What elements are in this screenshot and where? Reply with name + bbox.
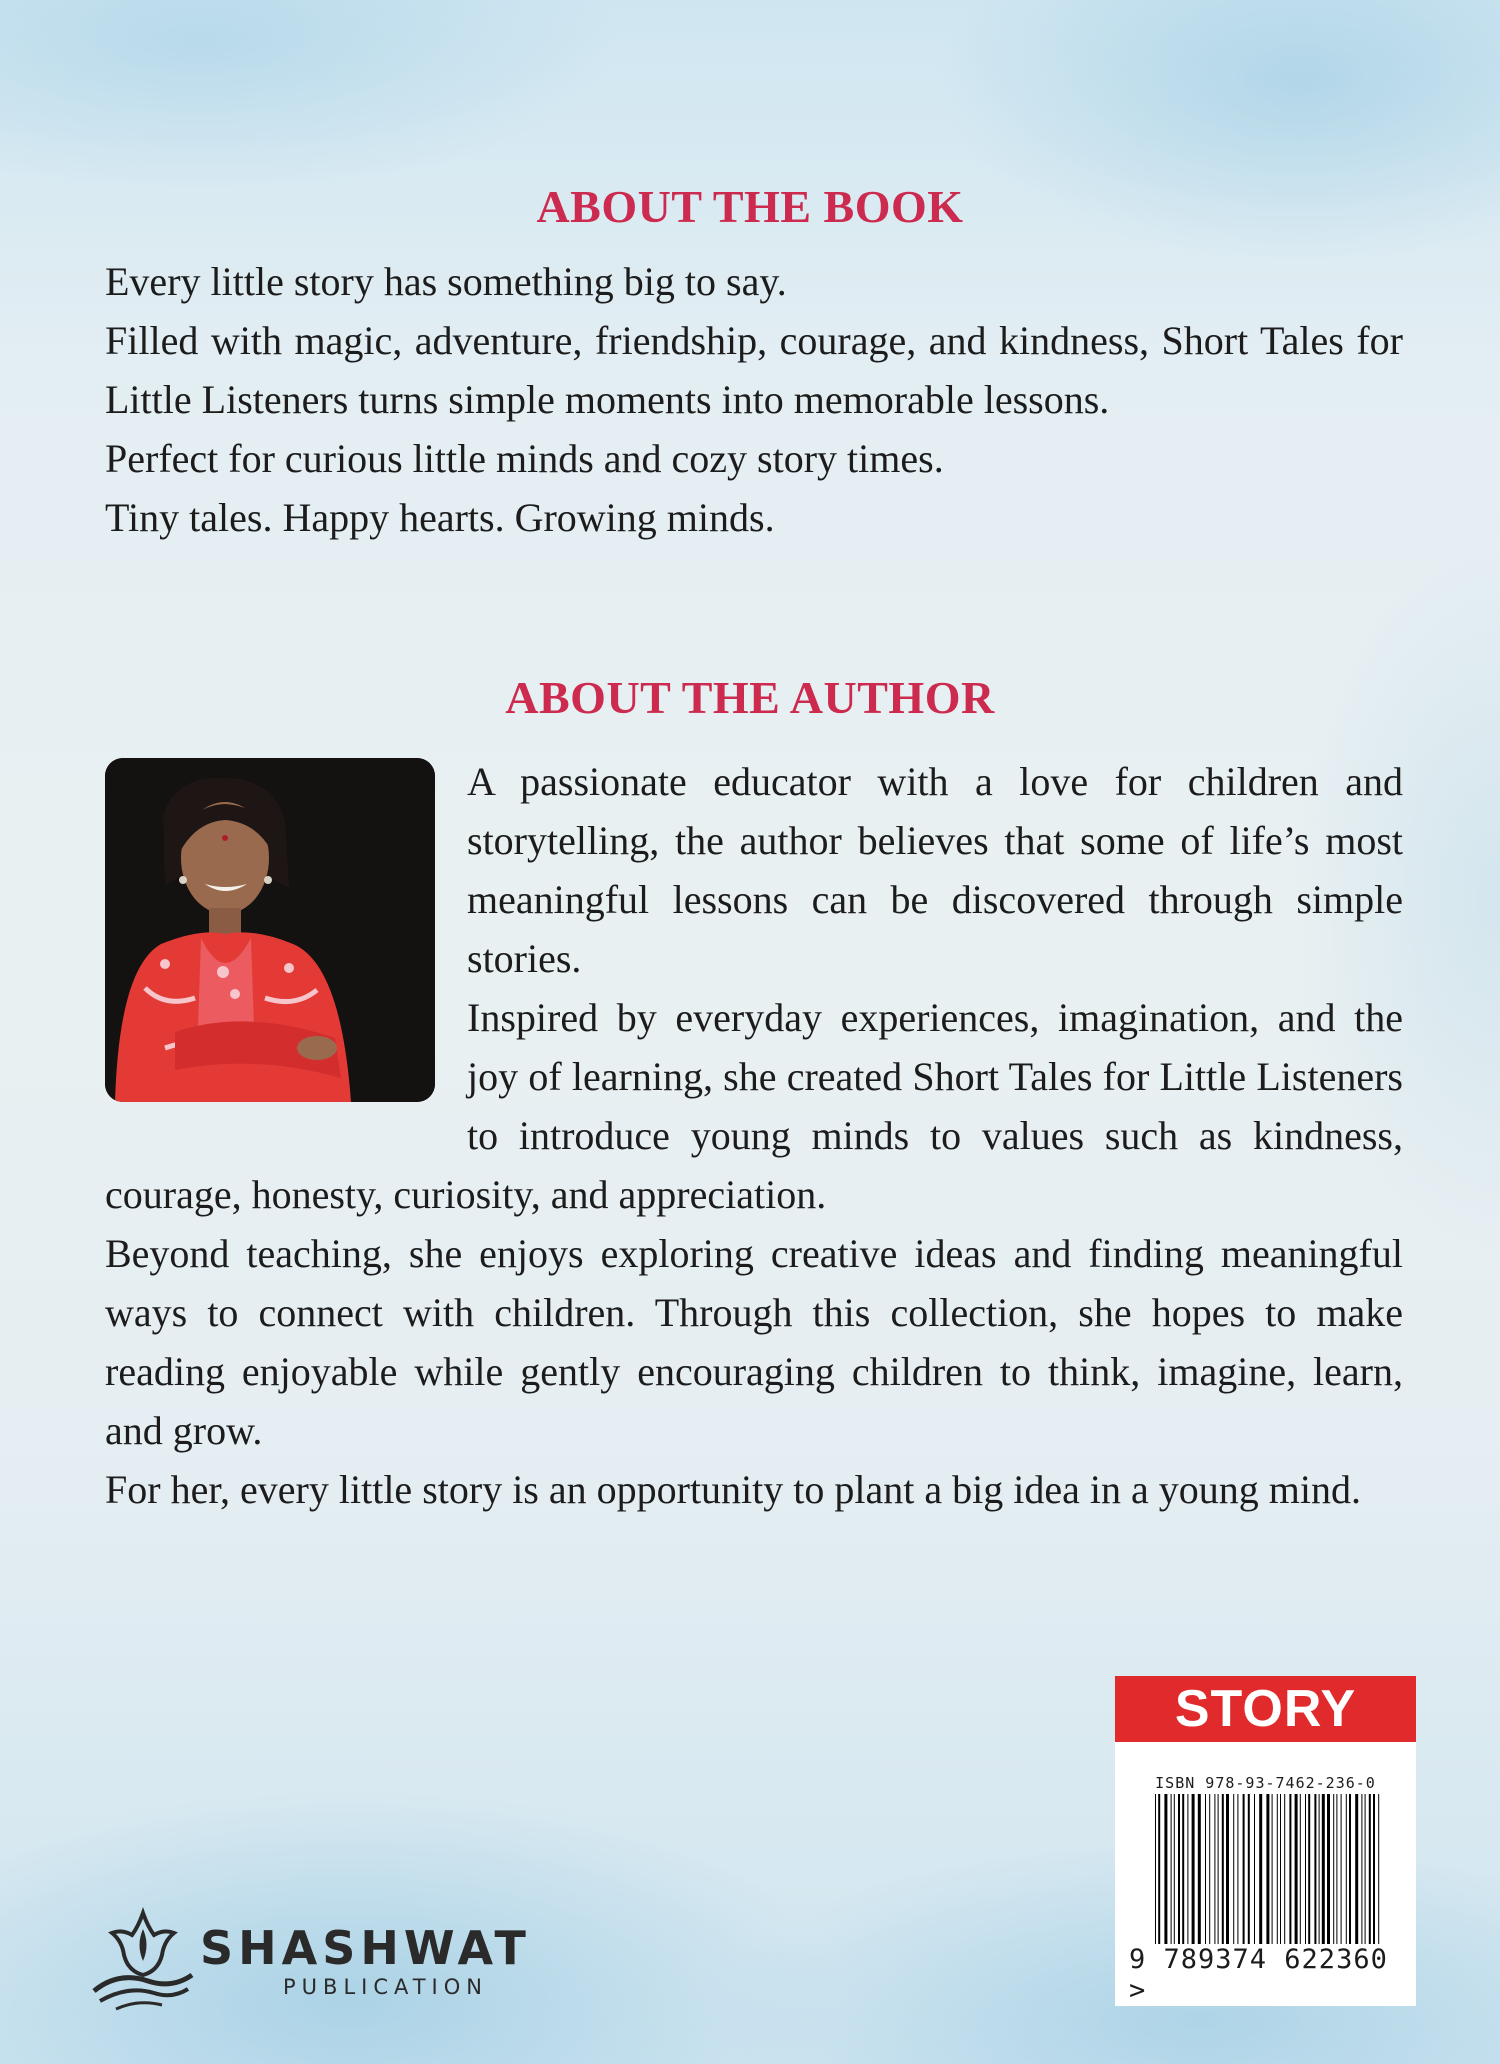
about-author-text xyxy=(105,752,1403,1519)
about-book-text xyxy=(105,252,1403,547)
about-author-heading: ABOUT THE AUTHOR xyxy=(505,672,995,723)
about-book-heading: ABOUT THE BOOK xyxy=(536,181,964,232)
genre-label: STORY xyxy=(1115,1676,1416,1742)
lotus-swirl-icon xyxy=(88,1905,198,2015)
book-paragraph: Tiny tales. Happy hearts. Growing minds. xyxy=(105,495,775,540)
author-paragraph: A passionate educator with a love for children and storytelling, the author believes that some of life’s most meaningful lessons can be discovered through simple stories. xyxy=(467,759,1403,981)
barcode-bars xyxy=(1155,1794,1383,1944)
book-paragraph: Perfect for curious little minds and cozy story times. xyxy=(105,436,944,481)
author-paragraph: For her, every little story is an opportunity to plant a big idea in a young mind. xyxy=(105,1467,1361,1512)
book-paragraph: Every little story has something big to say. xyxy=(105,259,787,304)
book-paragraph: Filled with magic, adventure, friendship, courage, and kindness, Short Tales for Little Listeners turns simple moments into memorable lessons. xyxy=(105,318,1403,422)
publisher-name: SHASHWAT xyxy=(200,1921,531,1975)
author-photo xyxy=(105,758,435,1102)
isbn-digits: 9 789374 622360 > xyxy=(1129,1944,1388,2006)
publisher-subtitle: PUBLICATION xyxy=(283,1975,488,1999)
publisher-logo xyxy=(88,1905,548,2015)
author-paragraph: Beyond teaching, she enjoys exploring creative ideas and finding meaningful ways to connect with children. Through this collection, she hopes to make reading enjoyable while gently encouraging children to think, imagine, learn, and grow. xyxy=(105,1231,1403,1453)
author-paragraph: Inspired by everyday experiences, imagination, and the joy of learning, she created Short Tales for Little Listeners to introduce young minds to values such as kindness, courage, honesty, curiosity, and appreciation. xyxy=(105,995,1403,1217)
isbn-text: ISBN 978-93-7462-236-0 xyxy=(1155,1774,1376,1792)
isbn-barcode xyxy=(1115,1742,1416,2006)
